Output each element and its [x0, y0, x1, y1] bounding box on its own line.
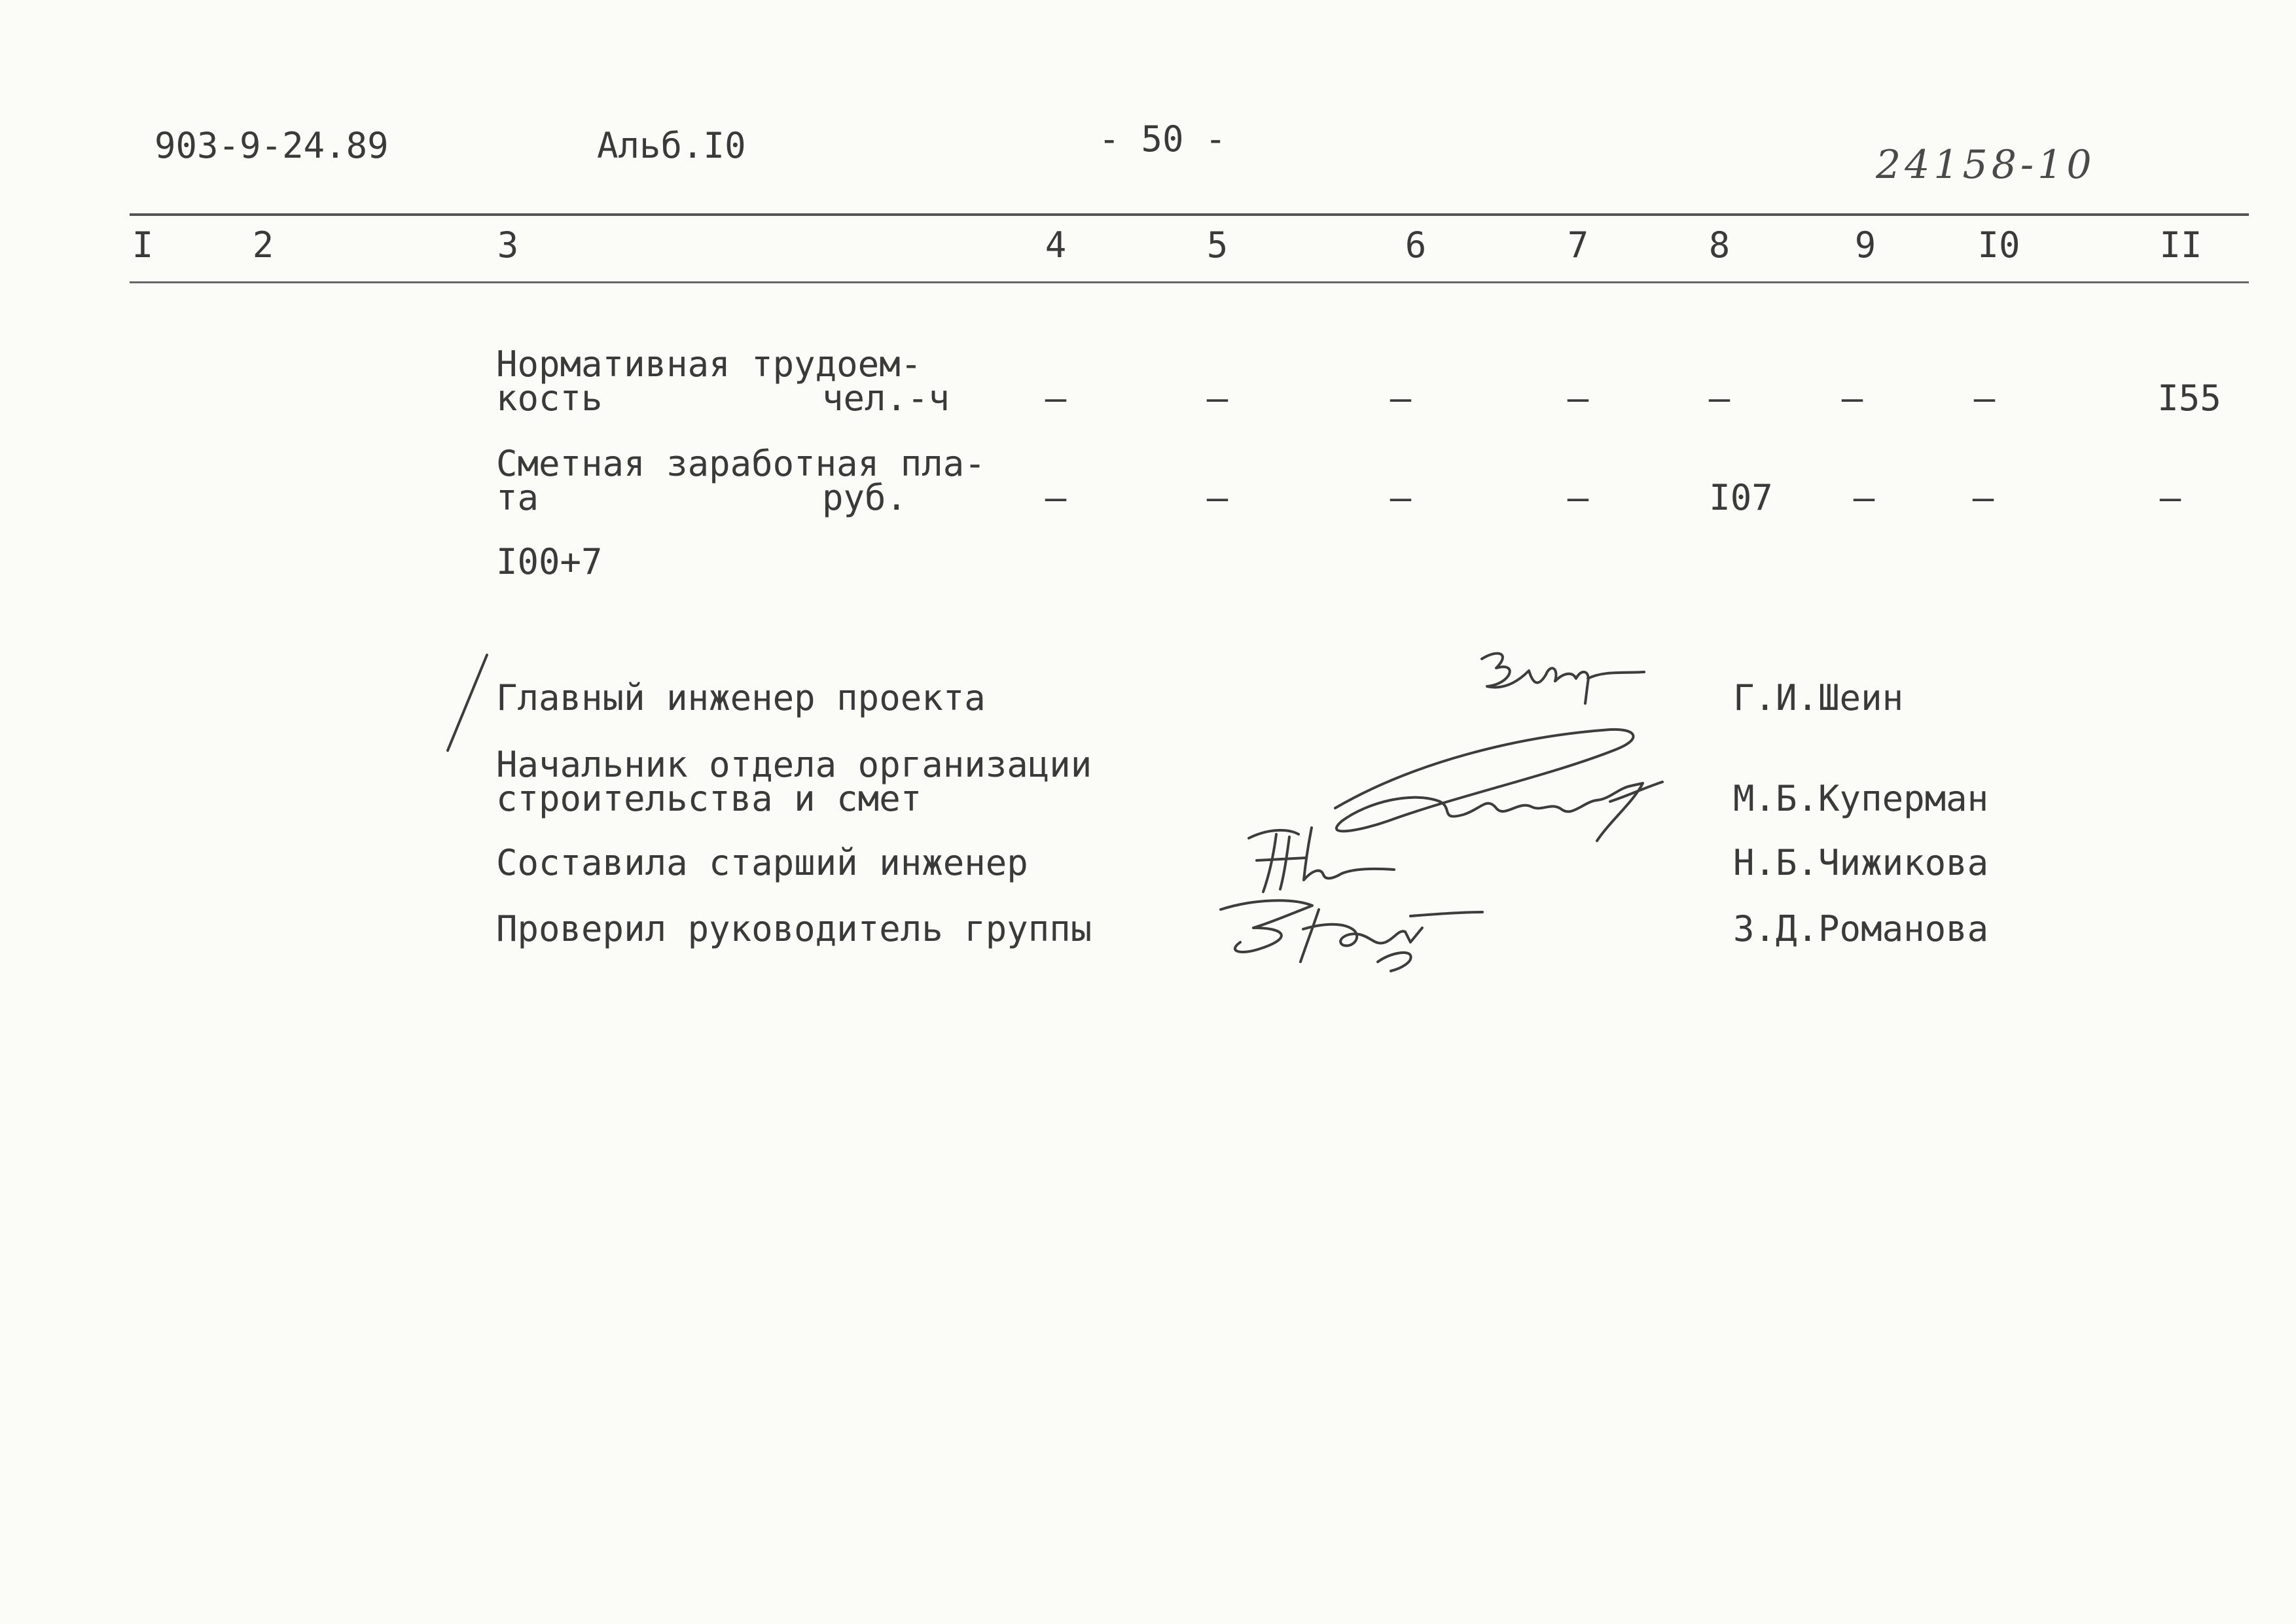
column-header: 3 [497, 224, 519, 266]
table-cell: I55 [2157, 378, 2221, 419]
row-label-line2: кость [496, 378, 603, 419]
note-total: I00+7 [496, 541, 603, 582]
table-cell: – [1853, 477, 1875, 518]
table-cell: – [1973, 378, 1996, 419]
column-header: I [132, 224, 154, 266]
table-top-rule [130, 213, 2249, 216]
table-cell: – [2159, 477, 2181, 518]
signatory-role: Начальник отдела организации [496, 744, 1092, 785]
signatory-role-line2: строительства и смет [496, 778, 922, 819]
table-cell: – [1567, 477, 1589, 518]
column-header: 4 [1045, 224, 1067, 266]
table-cell: – [1045, 477, 1067, 518]
table-cell: – [1390, 477, 1412, 518]
column-header: I0 [1977, 224, 2020, 266]
table-header-rule [130, 281, 2249, 283]
album-label: Альб.I0 [597, 125, 746, 166]
column-header: 8 [1708, 224, 1731, 266]
table-cell: – [1206, 378, 1229, 419]
row-label-line1: Сметная заработная пла- [496, 443, 986, 484]
column-header: 9 [1854, 224, 1876, 266]
document-code: 903-9-24.89 [154, 125, 389, 166]
signature-group-leader [1214, 890, 1489, 988]
signatory-role: Главный инженер проекта [496, 677, 986, 718]
table-cell: – [1972, 477, 1994, 518]
column-header: 7 [1567, 224, 1589, 266]
table-cell: I07 [1709, 477, 1773, 518]
row-label-line1: Нормативная трудоем- [496, 344, 922, 385]
table-cell: – [1045, 378, 1067, 419]
column-header: 6 [1405, 224, 1427, 266]
column-header: 5 [1206, 224, 1229, 266]
column-header: II [2159, 224, 2202, 266]
row-unit: руб. [822, 477, 908, 518]
table-cell: – [1206, 477, 1229, 518]
page-number: - 50 - [1098, 118, 1227, 160]
table-cell: – [1708, 378, 1731, 419]
signatory-role: Проверил руководитель группы [496, 908, 1092, 949]
signature-chief-engineer [1473, 644, 1662, 716]
signatory-name: Г.И.Шеин [1733, 677, 1904, 718]
signatory-name: Н.Б.Чижикова [1733, 842, 1989, 883]
signatory-name: З.Д.Романова [1733, 908, 1989, 949]
margin-mark [439, 651, 491, 756]
column-header: 2 [252, 224, 274, 266]
row-unit: чел.-ч [822, 378, 950, 419]
signatory-role: Составила старший инженер [496, 842, 1028, 883]
table-cell: – [1567, 378, 1589, 419]
table-cell: – [1390, 378, 1412, 419]
table-cell: – [1841, 378, 1863, 419]
row-label-line2: та [496, 477, 539, 518]
signatory-name: М.Б.Куперман [1733, 778, 1989, 819]
signature-senior-engineer [1244, 821, 1414, 900]
inventory-number: 24158-10 [1876, 142, 2096, 188]
